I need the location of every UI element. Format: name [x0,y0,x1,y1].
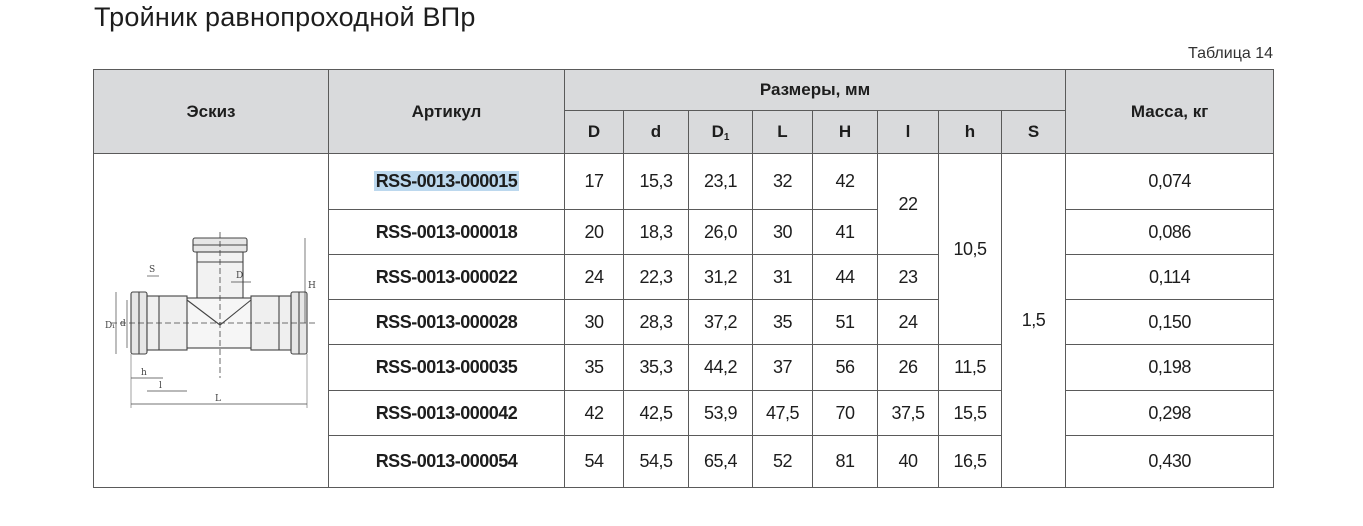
cell-L: 31 [753,255,813,300]
tee-fitting-drawing [101,228,321,413]
cell-D1: 26,0 [689,210,753,255]
article-cell[interactable]: RSS-0013-000028 [329,300,565,345]
cell-L: 32 [753,154,813,210]
article-cell[interactable]: RSS-0013-000042 [329,391,565,436]
header-col-d: d [624,111,689,154]
sketch-label-h: h [141,368,147,378]
header-col-S: S [1002,111,1066,154]
page-title: Тройник равнопроходной ВПр [94,2,476,32]
cell-mass: 0,198 [1066,345,1274,391]
cell-D: 54 [565,436,624,488]
cell-L: 35 [753,300,813,345]
cell-l: 23 [878,255,939,300]
header-col-h: h [939,111,1002,154]
sketch-label-D: D [236,271,243,281]
cell-H: 41 [813,210,878,255]
cell-d: 54,5 [624,436,689,488]
header-col-D: D [565,111,624,154]
cell-l: 24 [878,300,939,345]
table-row [94,154,1274,210]
cell-D: 17 [565,154,624,210]
cell-mass: 0,114 [1066,255,1274,300]
tee-sketch-cell [94,154,329,488]
cell-D1: 53,9 [689,391,753,436]
cell-mass: 0,430 [1066,436,1274,488]
cell-D1: 65,4 [689,436,753,488]
cell-D: 35 [565,345,624,391]
header-dimensions: Размеры, мм [565,70,1066,111]
header-mass: Масса, кг [1066,70,1274,154]
cell-d: 18,3 [624,210,689,255]
cell-h: 11,5 [939,345,1002,391]
sketch-label-H: H [308,281,316,291]
cell-H: 81 [813,436,878,488]
cell-H: 42 [813,154,878,210]
sketch-label-D1: D₁ [105,321,115,331]
article-cell[interactable]: RSS-0013-000018 [329,210,565,255]
cell-D1: 44,2 [689,345,753,391]
cell-l: 40 [878,436,939,488]
cell-L: 37 [753,345,813,391]
cell-l: 26 [878,345,939,391]
cell-H: 56 [813,345,878,391]
article-cell[interactable] [329,154,565,210]
table-number: Таблица 14 [1188,45,1273,62]
cell-d: 22,3 [624,255,689,300]
header-col-L: L [753,111,813,154]
cell-L: 30 [753,210,813,255]
cell-D1: 37,2 [689,300,753,345]
cell-h: 16,5 [939,436,1002,488]
header-col-D1: $D_1$ [689,111,753,154]
cell-D1: 31,2 [689,255,753,300]
cell-H: 51 [813,300,878,345]
cell-d: 15,3 [624,154,689,210]
cell-H: 70 [813,391,878,436]
cell-D: 42 [565,391,624,436]
header-col-l: l [878,111,939,154]
cell-mass: 0,074 [1066,154,1274,210]
header-sketch: Эскиз [94,70,329,154]
article-cell[interactable]: RSS-0013-000035 [329,345,565,391]
sketch-label-d: d [120,319,126,329]
cell-H: 44 [813,255,878,300]
sketch-label-l: l [159,381,162,391]
cell-d: 35,3 [624,345,689,391]
cell-L: 52 [753,436,813,488]
sketch-label-L: L [215,394,221,404]
cell-L: 47,5 [753,391,813,436]
cell-l: 22 [878,154,939,255]
article-cell[interactable]: RSS-0013-000054 [329,436,565,488]
cell-mass: 0,086 [1066,210,1274,255]
cell-D1: 23,1 [689,154,753,210]
cell-S: 1,5 [1002,154,1066,488]
cell-D: 20 [565,210,624,255]
cell-mass: 0,150 [1066,300,1274,345]
cell-l: 37,5 [878,391,939,436]
article-cell[interactable]: RSS-0013-000022 [329,255,565,300]
sketch-label-S: S [149,265,155,275]
header-col-H: H [813,111,878,154]
cell-d: 42,5 [624,391,689,436]
cell-D: 30 [565,300,624,345]
article-highlight[interactable]: RSS-0013-000015 [375,171,518,191]
cell-h: 15,5 [939,391,1002,436]
cell-h: 10,5 [939,154,1002,345]
header-article: Артикул [329,70,565,154]
cell-D: 24 [565,255,624,300]
cell-mass: 0,298 [1066,391,1274,436]
spec-table [93,69,1274,488]
cell-d: 28,3 [624,300,689,345]
